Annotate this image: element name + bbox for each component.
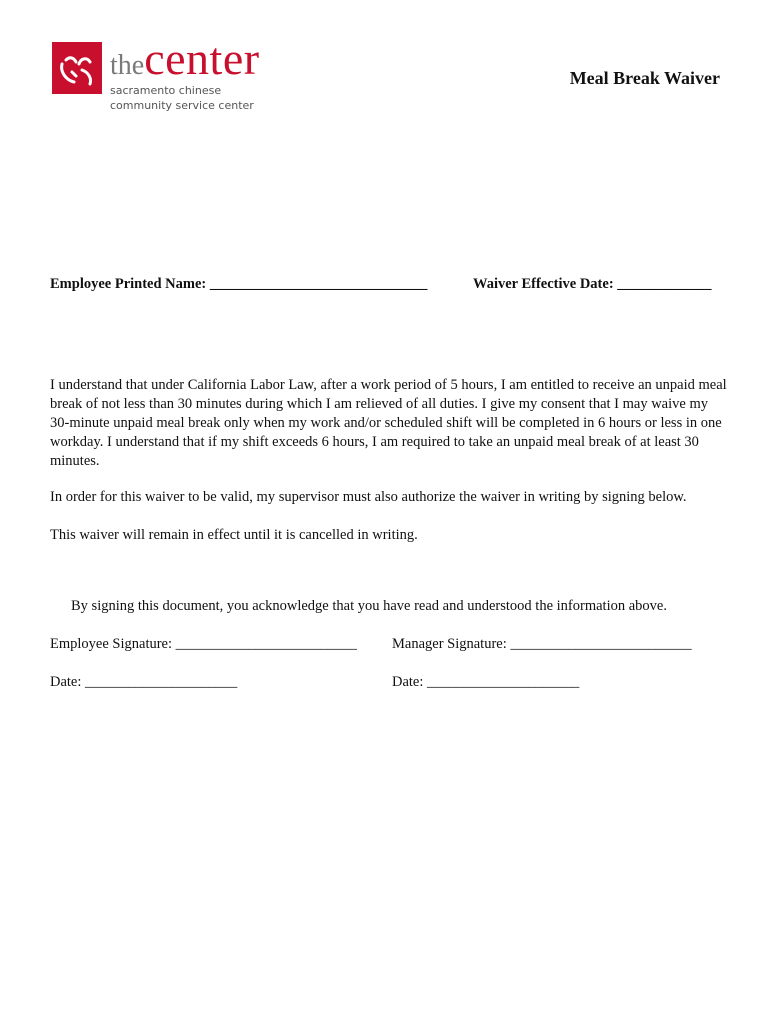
employee-date-field[interactable]: Date: _____________________ (50, 674, 238, 690)
waiver-duration-paragraph: This waiver will remain in effect until it is cancelled in writing. (50, 527, 418, 543)
employee-printed-name-field[interactable]: Employee Printed Name: ______________________________ (50, 276, 428, 292)
logo-subtitle-line2: community service center (110, 99, 254, 112)
organization-logo (52, 33, 312, 118)
logo-word-center: center (144, 33, 260, 84)
employee-signature-field[interactable]: Employee Signature: _________________________ (50, 636, 357, 652)
supervisor-authorization-paragraph: In order for this waiver to be valid, my supervisor must also authorize the waiver in writing by signing below. (50, 489, 687, 505)
legal-statement-paragraph: I understand that under California Labor Law, after a work period of 5 hours, I am entitled to receive an unpaid meal break of not less than 30 minutes during which I am relieved of all duties. I give my consent that I may waive my 30-minute unpaid meal break only when my work and/or scheduled shift will be completed in 6 hours or less in one workday. I understand that if my shift exceeds 6 hours, I am required to take an unpaid meal break of at least 30 minutes. (50, 377, 727, 469)
logo-word-the: the (110, 50, 145, 81)
logo-subtitle-line1: sacramento chinese (110, 84, 222, 97)
manager-signature-field[interactable]: Manager Signature: _________________________ (392, 636, 692, 652)
document-title: Meal Break Waiver (569, 68, 720, 88)
waiver-effective-date-field[interactable]: Waiver Effective Date: _____________ (473, 276, 712, 292)
manager-date-field[interactable]: Date: _____________________ (392, 674, 580, 690)
center-logo-mark-icon (52, 42, 102, 94)
acknowledgement-statement: By signing this document, you acknowledge that you have read and understood the information above. (71, 598, 667, 614)
logo-wordmark (110, 33, 260, 84)
